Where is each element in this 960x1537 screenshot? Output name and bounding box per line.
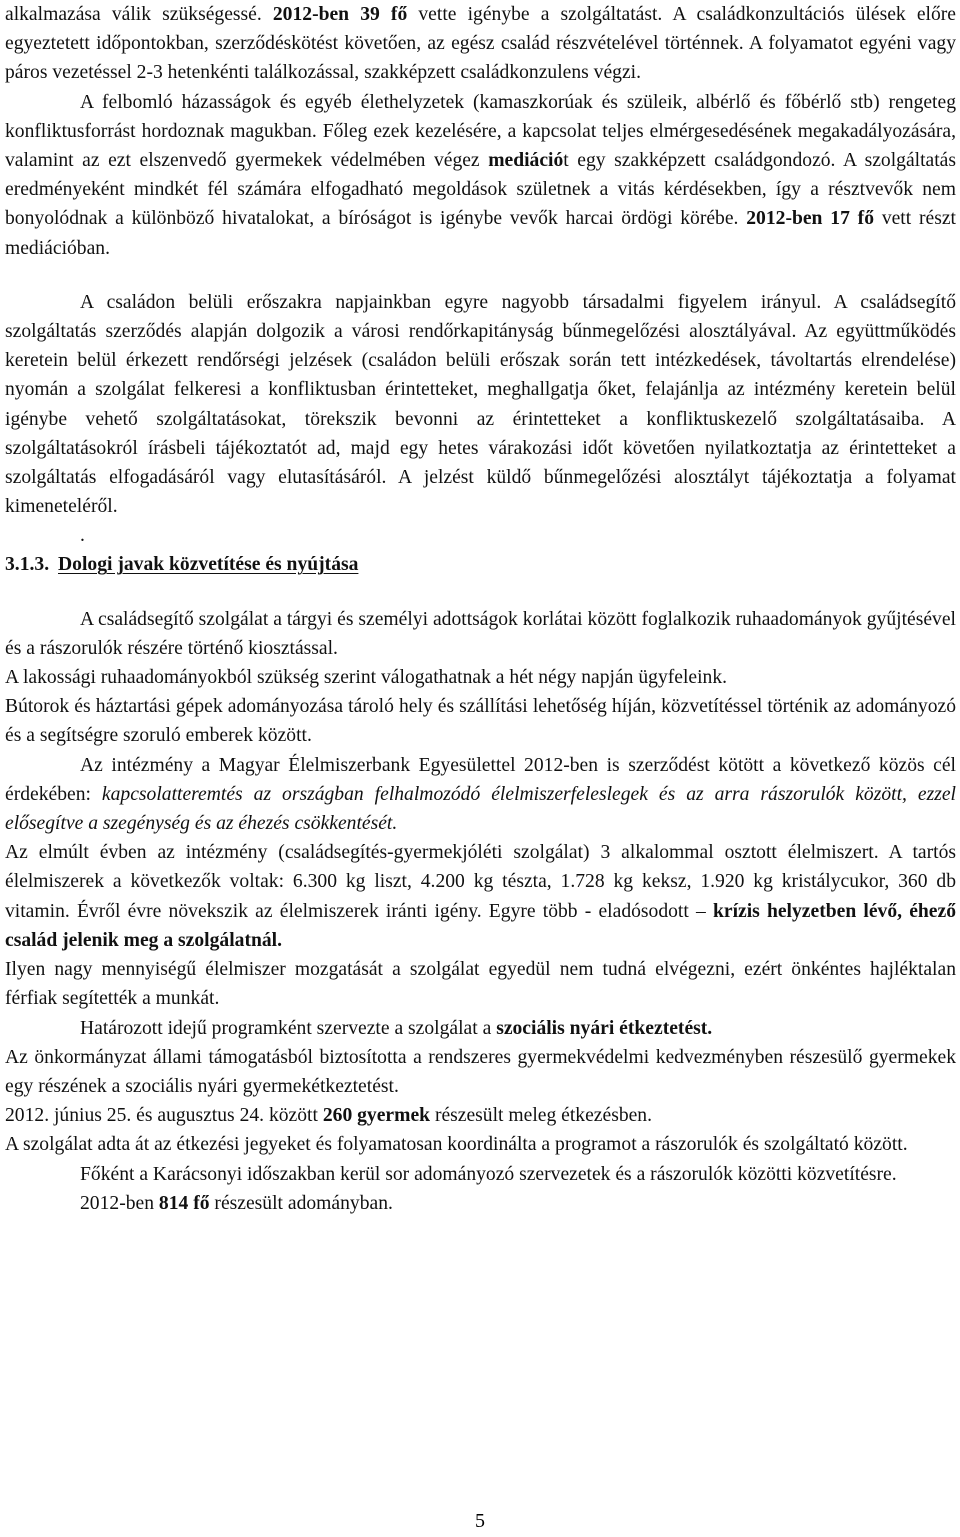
bold-count: 260 gyermek — [322, 1105, 431, 1127]
bold-count: 814 fő — [158, 1192, 210, 1214]
paragraph-christmas: Főként a Karácsonyi időszakban kerül sor adományozó szervezetek és a rászorulók közötti közvetítésre. — [80, 1163, 897, 1185]
text-run: Határozott idejű programként szervezte a szolgálat a — [80, 1017, 497, 1039]
text-run: Az intézmény a Magyar Élelmiszerbank Egyesülettel 2012-ben is szerződést kötött a következő közös cél érdekében: — [5, 754, 956, 805]
bold-count: 2012-ben 17 fő — [746, 208, 874, 230]
spacer — [5, 580, 956, 605]
text-run: 2012. június 25. és augusztus 24. között — [5, 1105, 323, 1127]
paragraph-domestic-violence: A családon belüli erőszakra napjainkban egyre nagyobb társadalmi figyelem irányul. A családsegítő szolgáltatás szerződés alapján dolgozik a városi rendőrkapitányság bűnmegelőzési alosztályával. Az együttműködés keretein belül érkezett rendőrségi jelzések (családon belüli erőszak során tett intézkedések, távoltartás elrendelése) nyomán a szolgálat felkeresi a konfliktusban érintetteket, meghallgatja őket, felajánlja az intézmény keretein belül igénybe vehető szolgáltatásokat, törekszik bevonni az érintetteket a konfliktuskezelő szolgáltatásaiba. A szolgáltatásokról írásbeli tájékoztatót ad, majd egy hetes várakozási időt követően nyilatkoztatja az érintetteket a szolgáltatás elfogadásáról vagy elutasításáról. A jelzést küldő bűnmegelőzési alosztályt tájékoztatja a folyamat kimeneteléről. — [5, 291, 956, 518]
text-run: vette igénybe a szolgáltatást. A családkonzultációs ülések előre egyeztetett időpontokban, szerződéskötést követően, az egész család részvételével történnek. A folyamatot egyéni vagy páros vezetéssel 2-3 hetenkénti találkozással, szakképzett családkonzulens végzi. — [5, 4, 956, 84]
paragraph-food-distribution — [5, 838, 956, 955]
paragraph-clothing-selection: A lakossági ruhaadományokból szükség szerint válogathatnak a hét négy napján ügyfeleink. — [5, 667, 728, 689]
paragraph-mediation — [5, 88, 956, 263]
bold-emphasis: krízis helyzetben lévő, éhező család jelenik meg a szolgálatnál. — [5, 900, 956, 951]
paragraph-donation-count — [5, 1189, 956, 1218]
text-run: t egy szakképzett családgondozó. A szolgáltatás eredményeként mindkét fél számára elfogadható megoldások születnek a vitás kérdésekben, így a résztvevők nem bonyolódnak a különböző hivatalokat, a bíróságot is igénybe vevők harcai ördögi körébe. — [5, 150, 956, 230]
text-run: alkalmazása válik szükségessé. — [5, 4, 273, 25]
text-run: részesült adományban. — [209, 1192, 393, 1214]
paragraph-state-support: Az önkormányzat állami támogatásból biztosította a rendszeres gyermekvédelmi kedvezményben részesülő gyermekek egy részének a szociális nyári gyermekétkeztetést. — [5, 1046, 956, 1097]
bold-program: szociális nyári étkeztetést. — [496, 1017, 713, 1039]
paragraph-volunteers: Ilyen nagy mennyiségű élelmiszer mozgatását a szolgálat egyedül nem tudná elvégezni, ezért önkéntes hajléktalan férfiak segítették a munkát. — [5, 959, 956, 1010]
section-title: Dologi javak közvetítése és nyújtása — [58, 554, 359, 576]
italic-goal: kapcsolatteremtés az országban felhalmozódó élelmiszerfeleslegek és az arra rászorulók között, ezzel elősegítve a szegénység és az éhezés csökkentését. — [5, 783, 956, 835]
spacer — [5, 263, 956, 288]
bold-term: mediáció — [488, 150, 564, 172]
paragraph-meal-dates — [5, 1101, 956, 1130]
paragraph-meal-tickets: A szolgálat adta át az étkezési jegyeket és folyamatosan koordinálta a programot a rászorulók és szolgáltató között. — [5, 1134, 908, 1156]
paragraph-family-consultation — [5, 0, 956, 88]
paragraph-furniture: Bútorok és háztartási gépek adományozása tároló hely és szállítási lehetőség híján, közvetítéssel történik az adományozó és a segítségre szoruló emberek között. — [5, 696, 956, 747]
text-run: 2012-ben — [80, 1192, 159, 1214]
paragraph-clothing-donations: A családsegítő szolgálat a tárgyi és személyi adottságok korlátai között foglalkozik ruhaadományok gyűjtésével és a rászorulók részére történő kiosztással. — [5, 608, 956, 659]
page-number: 5 — [475, 1510, 485, 1532]
paragraph-summer-meals — [5, 1014, 956, 1043]
bold-count: 2012-ben 39 fő — [272, 4, 408, 25]
paragraph-food-bank — [5, 751, 956, 839]
text-run: vett részt mediációban. — [5, 208, 956, 259]
text-run: részesült meleg étkezésben. — [430, 1105, 653, 1127]
text-run: Az elmúlt évben az intézmény (családsegítés-gyermekjóléti szolgálat) 3 alkalommal osztott élelmiszert. A tartós élelmiszerek a következők voltak: 6.300 kg liszt, 4.200 kg tészta, 1.728 kg keksz, 1.920 kg kristálycukor, 360 db vitamin. Évről évre növekszik az élelmiszerek iránti igény. Egyre több - eladósodott – — [5, 842, 956, 922]
text-run: A felbomló házasságok és egyéb élethelyzetek (kamaszkorúak és szüleik, albérlő és főbérlő stb) rengeteg konfliktusforrást hordoznak magukban. Főleg ezek kezelésére, a kapcsolat teljes elmérgesedésének megakadályozására, valamint az ezt elszenvedő gyermekek védelmében végez — [5, 91, 956, 172]
section-heading — [5, 550, 956, 579]
stray-dot: . — [80, 525, 85, 547]
section-number: 3.1.3. — [5, 554, 50, 576]
